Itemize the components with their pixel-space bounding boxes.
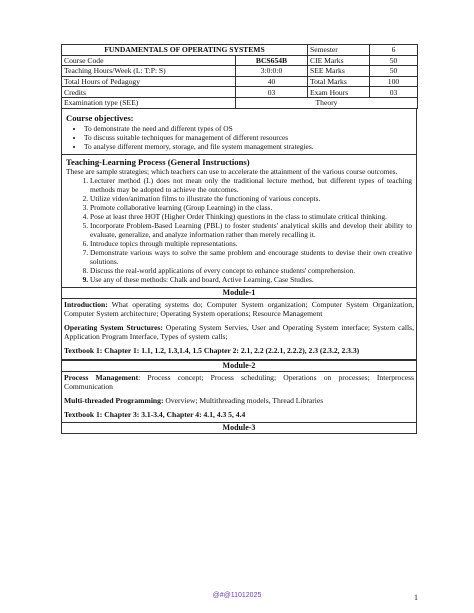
see-marks-value: 50 bbox=[370, 66, 418, 77]
list-item: 2. Utilize video/animation films to illustrate the functioning of various concepts. bbox=[90, 194, 412, 203]
cie-marks-value: 50 bbox=[370, 55, 418, 66]
teaching-hours-label: Teaching Hours/Week (L: T:P: S) bbox=[62, 66, 236, 77]
module-2-textbook: Textbook 1: Chapter 3: 3.1-3.4, Chapter 4: 4.1, 4.3 5, 4.4 bbox=[64, 410, 246, 420]
semester-label: Semester bbox=[308, 45, 370, 56]
module-1-introduction bbox=[64, 300, 414, 318]
module-1-textbook: Textbook 1: Chapter 1: 1.1, 1.2, 1.3,1.4, 1.5 Chapter 2: 2.1, 2.2 (2.2.1, 2.2.2), 2.3 (2.3.2, 2.3.3) bbox=[64, 346, 360, 356]
process-management-text: : Process concept; Process scheduling; Operations on processes; Interprocess Communication bbox=[64, 372, 414, 391]
os-structures-label: Operating System Structures: bbox=[64, 322, 163, 332]
introduction-text: What operating systems do; Computer System organization; Computer System Organization, Computer System architecture; Operating System operations; Resource Management bbox=[64, 299, 414, 318]
module-1-os-structures bbox=[64, 323, 414, 341]
course-info-table bbox=[61, 44, 418, 109]
list-item: • To discuss suitable techniques for management of different resources bbox=[84, 133, 412, 142]
syllabus-page bbox=[61, 44, 417, 434]
list-item: 9. Use any of these methods: Chalk and board, Active Learning, Case Studies. bbox=[90, 275, 412, 284]
process-management-label: Process Management bbox=[64, 372, 139, 382]
course-code-label: Course Code bbox=[62, 55, 236, 66]
cie-marks-label: CIE Marks bbox=[308, 55, 370, 66]
module-2-heading: Module-2 bbox=[61, 360, 417, 372]
tlp-list bbox=[66, 176, 412, 284]
page-number: 1 bbox=[414, 593, 418, 602]
course-code-value: BCS654B bbox=[236, 55, 308, 66]
course-title: FUNDAMENTALS OF OPERATING SYSTEMS bbox=[62, 45, 308, 56]
objectives-list bbox=[66, 124, 412, 151]
pedagogy-hours-label: Total Hours of Pedagogy bbox=[62, 76, 236, 87]
exam-type-value: Theory bbox=[236, 97, 418, 108]
list-item: 1. Lecturer method (L) does not mean only the traditional lecture method, but different types of teaching methods may be adopted to achieve the outcomes. bbox=[90, 176, 412, 194]
footer-id: @#@11012025 bbox=[212, 592, 262, 599]
list-item: 8. Discuss the real-world applications of every concept to enhance students' comprehension. bbox=[90, 266, 412, 275]
list-item: 6. Introduce topics through multiple representations. bbox=[90, 239, 412, 248]
module-1-body bbox=[61, 299, 417, 360]
exam-type-label: Examination type (SEE) bbox=[62, 97, 236, 108]
exam-hours-label: Exam Hours bbox=[308, 87, 370, 98]
pedagogy-hours-value: 40 bbox=[236, 76, 308, 87]
total-marks-value: 100 bbox=[370, 76, 418, 87]
module-2-process-management bbox=[64, 373, 414, 391]
multithreaded-text: Overview; Multithreading models, Thread Libraries bbox=[163, 395, 324, 405]
module-1-heading: Module-1 bbox=[61, 288, 417, 299]
list-item: 5. Incorporate Problem-Based Learning (PBL) to foster students' analytical skills and develop their ability to evaluate, generalize, and analyze information rather than merely recalling it. bbox=[90, 221, 412, 239]
module-2-multithreaded bbox=[64, 396, 414, 405]
teaching-hours-value: 3:0:0:0 bbox=[236, 66, 308, 77]
total-marks-label: Total Marks bbox=[308, 76, 370, 87]
course-objectives-section bbox=[61, 109, 417, 155]
introduction-label: Introduction: bbox=[64, 299, 108, 309]
objectives-heading: Course objectives: bbox=[66, 112, 134, 123]
tlp-heading: Teaching-Learning Process (General Instructions) bbox=[66, 156, 250, 167]
credits-value: 03 bbox=[236, 87, 308, 98]
os-structures-text: Operating System Servies, User and Operating System interface; System calls, Application Program Interface, Types of system calls; bbox=[64, 322, 414, 342]
list-item: • To analyse different memory, storage, and file system management strategies. bbox=[84, 142, 412, 151]
tlp-intro: These are sample strategies; which teachers can use to accelerate the attainment of the various course outcomes. bbox=[66, 166, 398, 176]
multithreaded-label: Multi-threaded Programming: bbox=[64, 395, 164, 405]
list-item: 3. Promote collaborative learning (Group Learning) in the class. bbox=[90, 203, 412, 212]
semester-value: 6 bbox=[370, 45, 418, 56]
list-item: 4. Pose at least three HOT (Higher Order Thinking) questions in the class to stimulate critical thinking. bbox=[90, 212, 412, 221]
module-2-body bbox=[61, 372, 417, 424]
see-marks-label: SEE Marks bbox=[308, 66, 370, 77]
module-3-heading: Module-3 bbox=[61, 423, 417, 434]
teaching-learning-section bbox=[61, 155, 417, 288]
exam-hours-value: 03 bbox=[370, 87, 418, 98]
credits-label: Credits bbox=[62, 87, 236, 98]
list-item: • To demonstrate the need and different types of OS bbox=[84, 124, 412, 133]
list-item: 7. Demonstrate various ways to solve the same problem and encourage students to devise their own creative solutions. bbox=[90, 248, 412, 266]
